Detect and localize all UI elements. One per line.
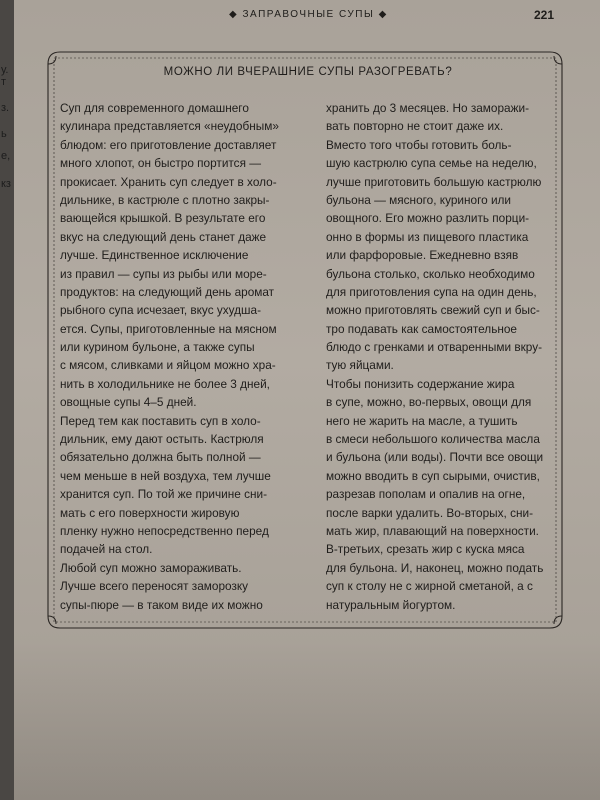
text-line: можно приготовлять свежий суп и быс-	[326, 303, 540, 318]
text-line: Любой суп можно замораживать.	[60, 560, 242, 575]
text-line: Вместо того чтобы готовить боль-	[326, 137, 512, 152]
margin-fragment: у.	[1, 64, 9, 76]
margin-fragment: т	[1, 76, 7, 88]
left-text-column	[60, 99, 312, 614]
running-head: ◆ ЗАПРАВОЧНЫЕ СУПЫ ◆	[229, 9, 388, 20]
text-line: онно в формы из пищевого пластика	[326, 229, 529, 244]
text-line: Перед тем как поставить суп в холо-	[60, 413, 261, 428]
page-header	[14, 0, 600, 34]
text-line: него не жарить на масле, а тушить	[326, 413, 518, 428]
text-line: много хлопот, он быстро портится —	[60, 156, 262, 171]
margin-fragment: з.	[1, 102, 10, 114]
text-line: хранится суп. По той же причине сни-	[60, 487, 268, 502]
text-line: чем меньше в ней воздуха, тем лучше	[60, 468, 271, 483]
text-line: В-третьих, срезать жир с куска мяса	[326, 542, 525, 557]
right-text-column	[326, 99, 571, 614]
text-line: бульона — мясного, куриного или	[326, 192, 512, 207]
text-line: блюдом: его приготовление доставляет	[60, 137, 277, 152]
text-line: дильник, ему дают остыть. Кастрюля	[60, 432, 264, 447]
text-line: или фарфоровые. Ежедневно взяв	[326, 248, 519, 263]
margin-fragment: е,	[1, 150, 11, 162]
text-line: тую яйцами.	[326, 358, 394, 373]
text-line: в супе, можно, во-первых, овощи для	[326, 395, 532, 410]
box-title: МОЖНО ЛИ ВЧЕРАШНИЕ СУПЫ РАЗОГРЕВАТЬ?	[163, 66, 453, 78]
text-line: овощные супы 4–5 дней.	[60, 395, 197, 410]
text-line: дильнике, в кастрюле с плотно закры-	[60, 192, 270, 207]
text-line: из правил — супы из рыбы или море-	[60, 266, 267, 281]
page-number: 221	[533, 8, 554, 22]
text-line: Лучше всего переносят заморозку	[60, 579, 249, 594]
text-line: вкус на следующий день станет даже	[60, 229, 267, 244]
text-line: после варки удалить. Во-вторых, сни-	[326, 505, 534, 520]
text-line: подачей на стол.	[60, 542, 153, 557]
text-line: мать с его поверхности жировую	[60, 505, 240, 520]
text-line: прокисает. Хранить суп следует в холо-	[60, 174, 277, 189]
text-line: вать повторно не стоит даже их.	[326, 119, 504, 134]
text-line: блюдо с гренками и отваренными вкру-	[326, 340, 543, 355]
text-line: или курином бульоне, а также супы	[60, 340, 255, 355]
margin-fragment: кз	[1, 178, 11, 190]
text-line: в смеси небольшого количества масла	[326, 432, 540, 447]
text-line: рыбного супа исчезает, вкус ухудша-	[60, 303, 262, 318]
text-line: суп к столу не с жирной сметаной, а с	[326, 579, 533, 594]
text-line: обязательно должна быть полной —	[60, 450, 261, 465]
text-line: бульона столько, сколько необходимо	[326, 266, 535, 281]
text-line: лучше. Единственное исключение	[60, 248, 249, 263]
text-line: для бульона. И, наконец, можно подать	[326, 560, 544, 575]
book-page	[14, 0, 600, 800]
text-line: овощного. Его можно разлить порци-	[326, 211, 530, 226]
margin-fragment: ь	[1, 128, 7, 140]
text-line: можно вводить в суп сырыми, очистив,	[326, 468, 540, 483]
text-line: и бульона (или воды). Почти все овощи	[326, 450, 544, 465]
text-line: супы-пюре — в таком виде их можно	[60, 597, 263, 612]
text-line: разрезав пополам и опалив на огне,	[326, 487, 526, 502]
text-line: кулинара представляется «неудобным»	[60, 119, 279, 134]
text-line: с мясом, сливками и яйцом можно хра-	[60, 358, 276, 373]
text-line: нить в холодильнике не более 3 дней,	[60, 376, 270, 391]
text-line: тро подавать как самостоятельное	[326, 321, 517, 336]
page-shadow	[14, 640, 600, 800]
text-line: натуральным йогуртом.	[326, 597, 456, 612]
text-line: шую кастрюлю супа семье на неделю,	[326, 156, 537, 171]
text-line: вающейся крышкой. В результате его	[60, 211, 266, 226]
text-line: хранить до 3 месяцев. Но заморажи-	[326, 101, 530, 115]
text-line: ется. Супы, приготовленные на мясном	[60, 321, 277, 336]
text-line: для приготовления супа на один день,	[326, 284, 537, 299]
text-line: Чтобы понизить содержание жира	[326, 376, 515, 391]
text-line: Суп для современного домашнего	[60, 101, 249, 115]
text-line: продуктов: на следующий день аромат	[60, 284, 275, 299]
adjacent-page-edge	[0, 0, 14, 800]
text-line: мать жир, плавающий на поверхности.	[326, 523, 539, 538]
text-line: пленку нужно непосредственно перед	[60, 523, 269, 538]
text-line: лучше приготовить большую кастрюлю	[326, 174, 542, 189]
